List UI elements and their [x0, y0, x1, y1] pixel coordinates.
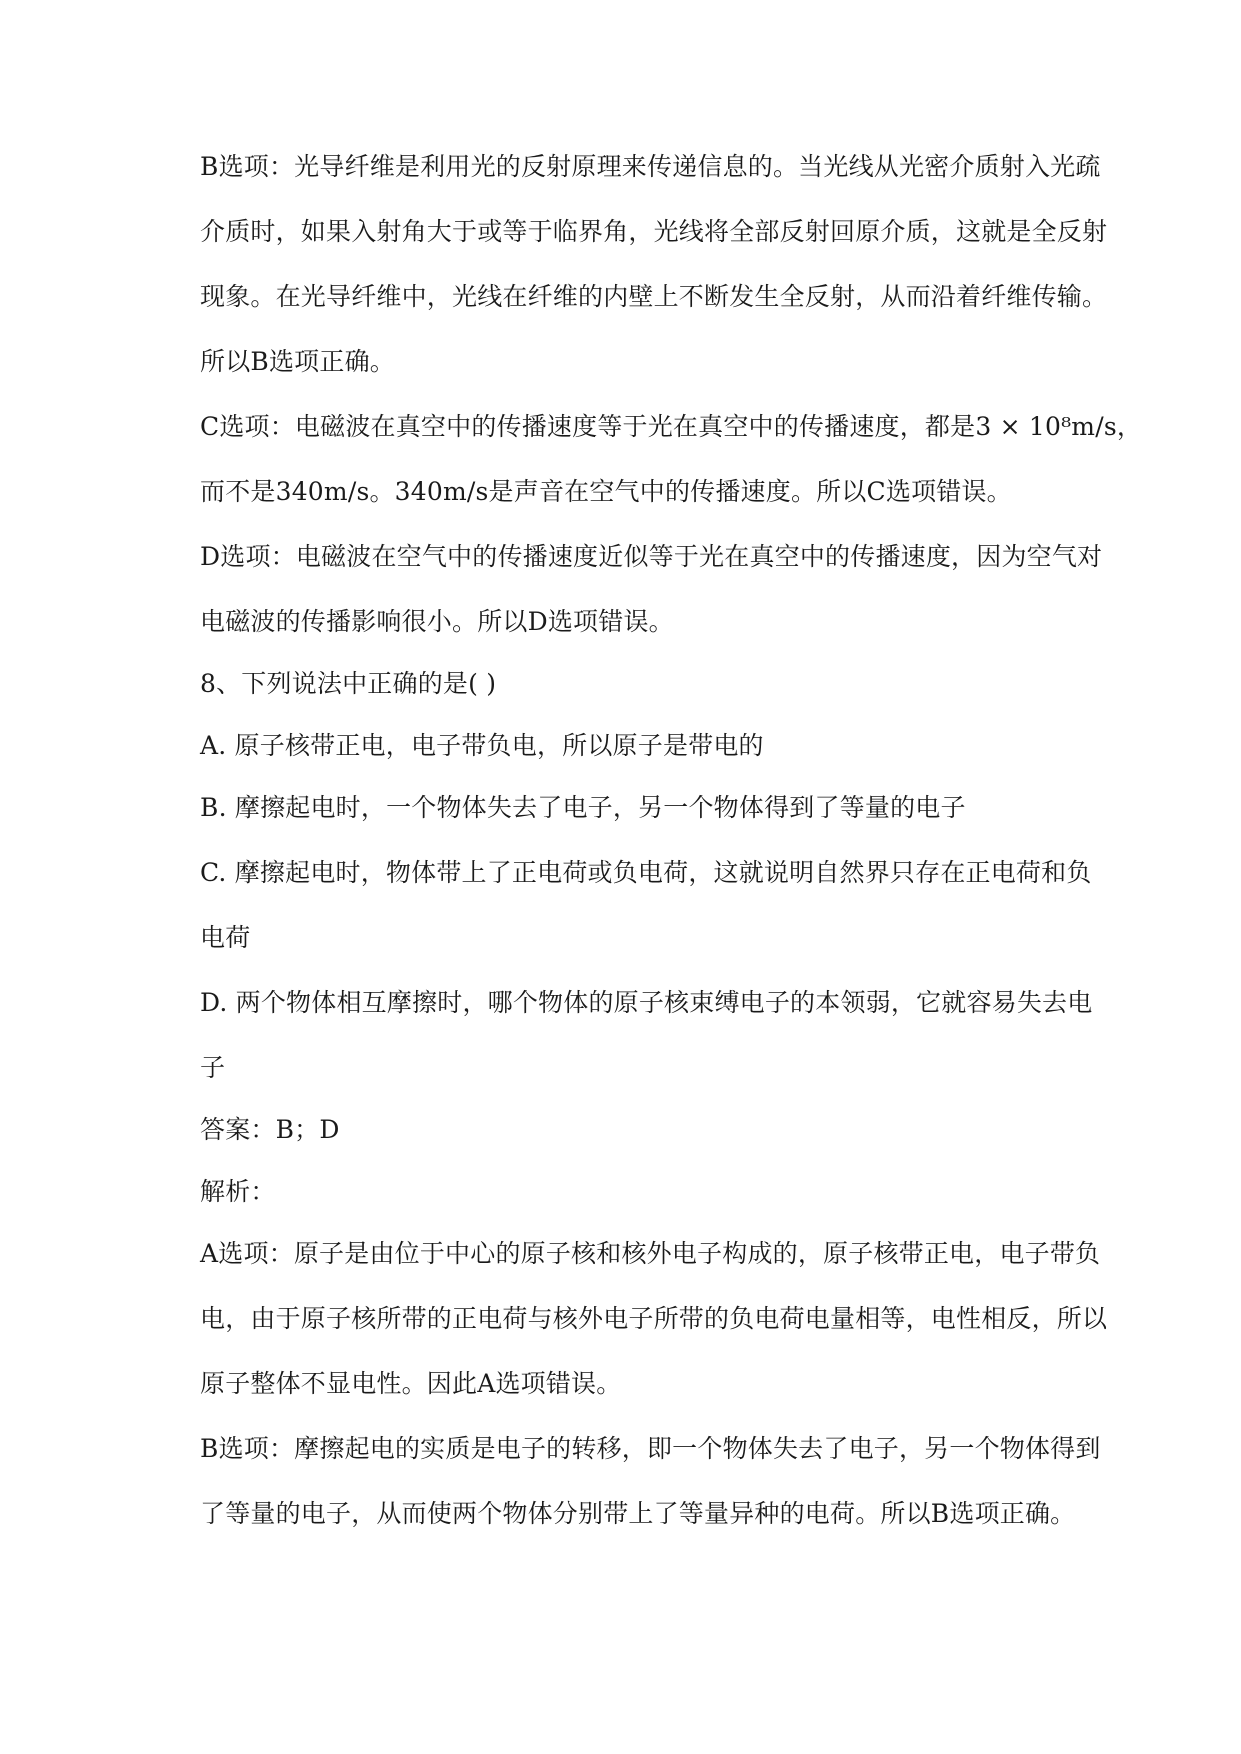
- option-a: A. 原子核带正电，电子带负电，所以原子是带电的: [200, 731, 764, 760]
- text-line: 现象。在光导纤维中，光线在纤维的内壁上不断发生全反射，从而沿着纤维传输。: [200, 282, 1108, 311]
- option-d-continued: 子: [200, 1053, 226, 1082]
- text-line: 介质时，如果入射角大于或等于临界角，光线将全部反射回原介质，这就是全反射: [200, 217, 1108, 246]
- analysis-heading: 解析：: [200, 1177, 276, 1206]
- text-line: 所以B选项正确。: [200, 347, 395, 376]
- question-stem: 8、下列说法中正确的是( ): [200, 669, 497, 698]
- text-line: A选项：原子是由位于中心的原子核和核外电子构成的，原子核带正电，电子带负: [200, 1239, 1101, 1268]
- text-line: C选项：电磁波在真空中的传播速度等于光在真空中的传播速度，都是3 × 10⁸m/s，: [200, 412, 1143, 441]
- text-line: D选项：电磁波在空气中的传播速度近似等于光在真空中的传播速度，因为空气对: [200, 542, 1103, 571]
- option-d: D. 两个物体相互摩擦时，哪个物体的原子核束缚电子的本领弱，它就容易失去电: [200, 988, 1093, 1017]
- text-line: B选项：光导纤维是利用光的反射原理来传递信息的。当光线从光密介质射入光疏: [200, 152, 1101, 181]
- text-line: B选项：摩擦起电的实质是电子的转移，即一个物体失去了电子，另一个物体得到: [200, 1434, 1101, 1463]
- text-line: 电磁波的传播影响很小。所以D选项错误。: [200, 607, 674, 636]
- option-c: C. 摩擦起电时，物体带上了正电荷或负电荷，这就说明自然界只存在正电荷和负: [200, 858, 1092, 887]
- text-line: 电，由于原子核所带的正电荷与核外电子所带的负电荷电量相等，电性相反，所以: [200, 1304, 1108, 1333]
- option-c-continued: 电荷: [200, 923, 251, 952]
- option-b: B. 摩擦起电时，一个物体失去了电子，另一个物体得到了等量的电子: [200, 793, 966, 822]
- text-line: 而不是340m/s。340m/s是声音在空气中的传播速度。所以C选项错误。: [200, 477, 1012, 506]
- text-line: 了等量的电子，从而使两个物体分别带上了等量异种的电荷。所以B选项正确。: [200, 1499, 1076, 1528]
- answer-line: 答案：B；D: [200, 1115, 340, 1144]
- text-line: 原子整体不显电性。因此A选项错误。: [200, 1369, 622, 1398]
